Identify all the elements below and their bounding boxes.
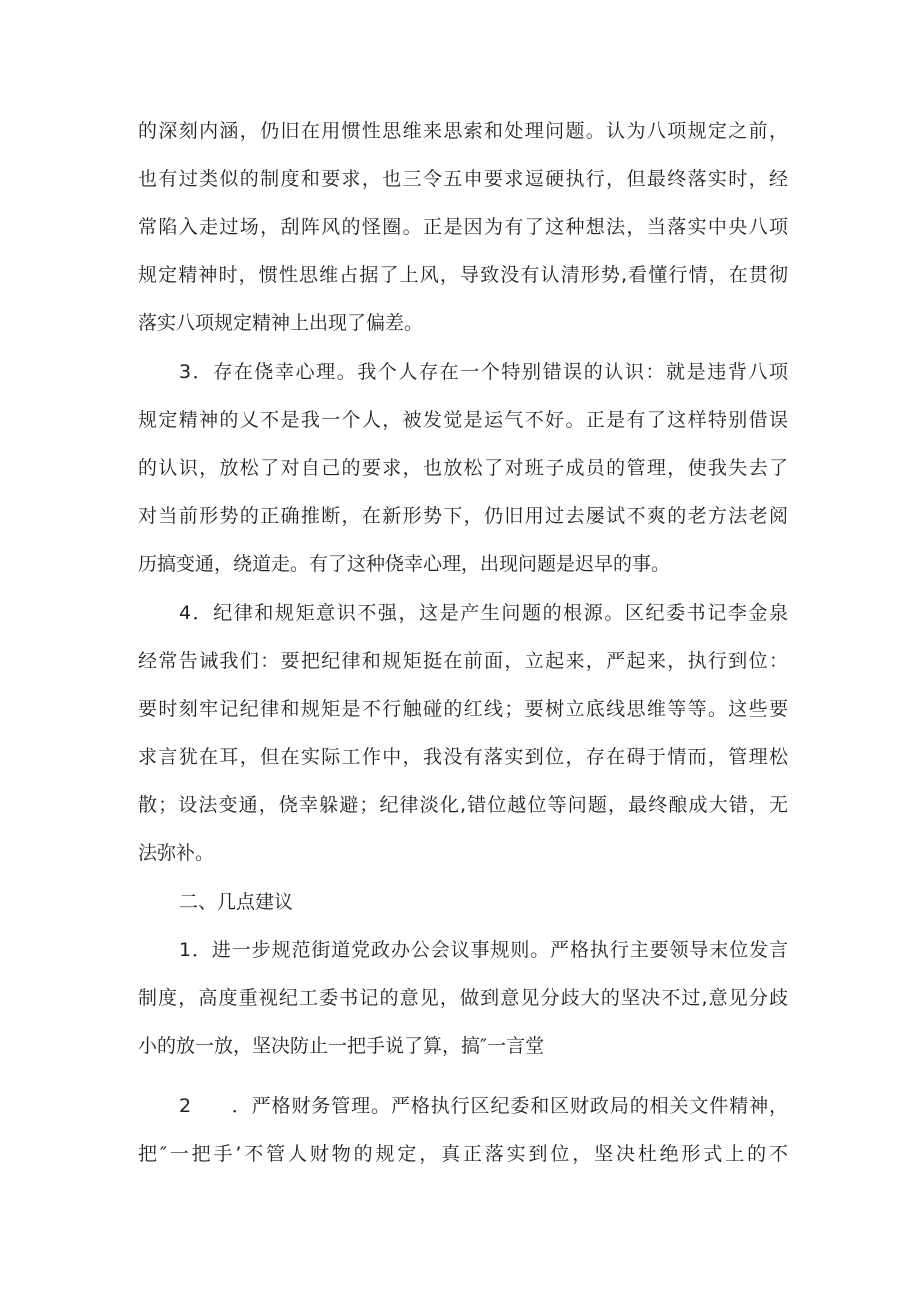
body-text-line: 把″一把手’不管人财物的规定，真正落实到位，坚决杜绝形式上的不: [138, 1143, 788, 1165]
suggestion-1-first-line: 1．进一步规范街道党政办公会议事规则。严格执行主要领导末位发言: [179, 939, 788, 961]
body-text-line: 规定精神的乂不是我一个人，被发觉是运气不好。正是有了这样特别借误: [138, 409, 788, 431]
body-text-line: 小的放一放，坚决防止一把手说了算，搞″一言堂: [138, 1035, 545, 1057]
body-text-line: 求言犹在耳，但在实际工作中，我没有落实到位，存在碍于情而，管理松: [138, 746, 788, 768]
body-text-line: 散；设法变通，侥幸躲避；纪律淡化,错位越位等问题，最终酿成大错，无: [138, 794, 788, 816]
body-text-line: 历搞变通，绕道走。有了这种侥幸心理，出现问题是迟早的事。: [138, 553, 671, 575]
section-heading: 二、几点建议: [179, 891, 294, 913]
body-text-line: 常陷入走过场，刮阵风的怪圈。正是因为有了这种想法，当落实中央八项: [138, 216, 788, 238]
body-text-line: 的认识，放松了对自己的要求，也放松了对班子成员的管理，使我失去了: [138, 457, 788, 479]
body-text-line: 对当前形势的正确推断，在新形势下，仍旧用过去屡试不爽的老方法老阅: [138, 505, 788, 527]
body-text-line: 落实八项规定精神上出现了偏差。: [138, 312, 424, 334]
body-text-line: 制度，高度重视纪工委书记的意见，做到意见分歧大的坚决不过,意见分歧: [138, 987, 788, 1009]
body-text-line: 的深刻内涵，仍旧在用惯性思维来思索和处理问题。认为八项规定之前，: [138, 120, 788, 142]
paragraph-3-first-line: 3．存在侥幸心理。我个人存在一个特别错误的认识：就是违背八项: [179, 361, 788, 383]
body-text-line: 法弥补。: [138, 842, 215, 864]
paragraph-4-first-line: 4．纪律和规矩意识不强，这是产生问题的根源。区纪委书记李金泉: [179, 602, 788, 624]
body-text-line: 也有过类似的制度和要求，也三令五申要求逗硬执行，但最终落实时，经: [138, 168, 788, 190]
suggestion-2-first-line: 2 ．严格财务管理。严格执行区纪委和区财政局的相关文件精神，: [179, 1095, 788, 1117]
body-text-line: 经常告诫我们：要把纪律和规矩挺在前面，立起来，严起来，执行到位：: [138, 650, 788, 672]
body-text-line: 要时刻牢记纪律和规矩是不行触碰的红线；要树立底线思维等等。这些要: [138, 698, 788, 720]
body-text-line: 规定精神时，惯性思维占据了上风，导致没有认清形势,看懂行情，在贯彻: [138, 264, 788, 286]
